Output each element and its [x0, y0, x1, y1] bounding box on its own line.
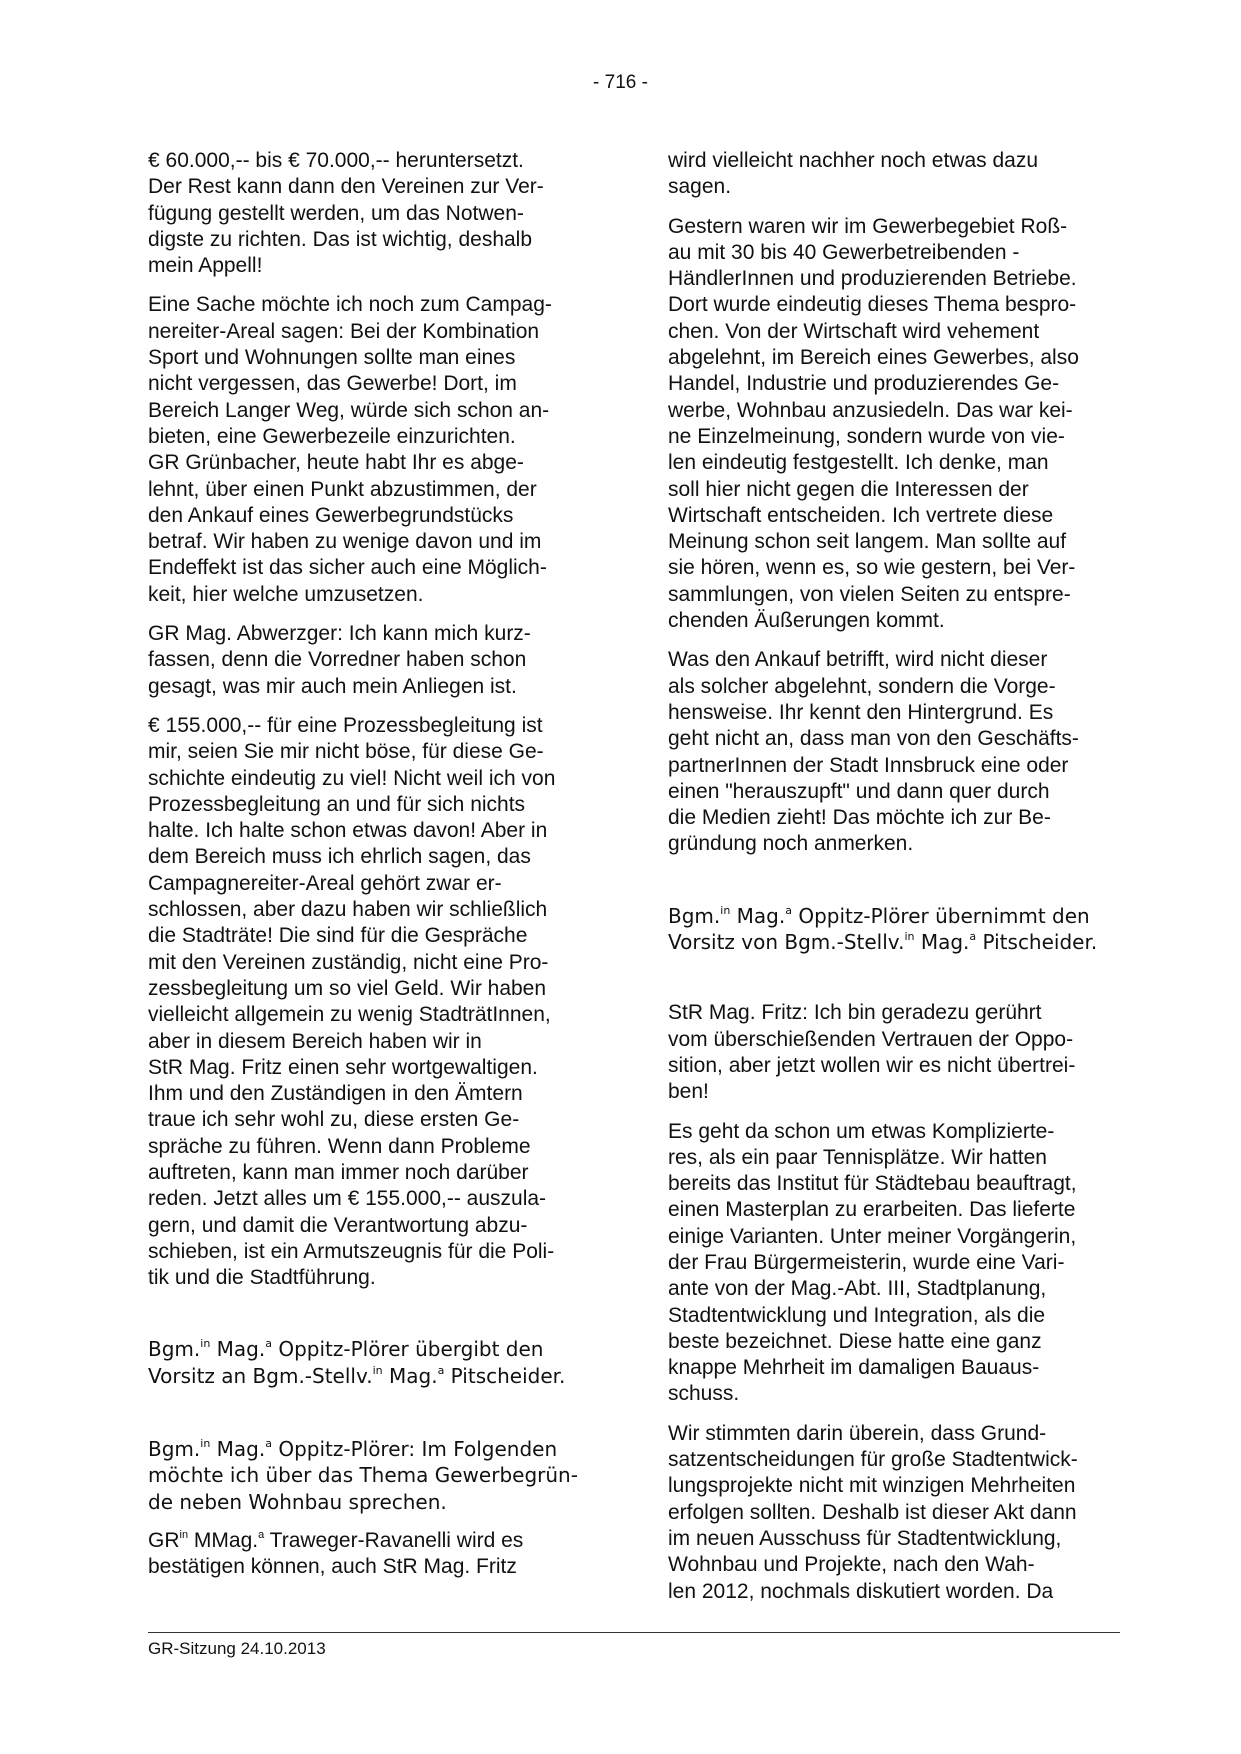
text-line: Sport und Wohnungen sollte man eines	[148, 346, 516, 370]
text-line: Prozessbegleitung an und für sich nichts	[148, 792, 526, 816]
text-line: mir, seien Sie mir nicht böse, für diese Ge-	[148, 740, 544, 764]
text-line: im neuen Ausschuss für Stadtentwicklung,	[668, 1526, 1062, 1550]
text-line: hensweise. Ihr kennt den Hintergrund. Es	[668, 700, 1054, 724]
text-line: einen Masterplan zu erarbeiten. Das lieferte	[668, 1198, 1076, 1222]
traweger-paragraph	[148, 1528, 600, 1581]
page-number: - 716 -	[593, 72, 648, 93]
left-para-3	[148, 621, 600, 700]
line: bestätigen können, auch StR Mag. Fritz	[148, 1555, 517, 1579]
superscript: in	[200, 1437, 211, 1451]
text-line: schichte eindeutig zu viel! Nicht weil ich von	[148, 766, 556, 790]
text-line: auftreten, kann man immer noch darüber	[148, 1160, 529, 1184]
text-line: Gestern waren wir im Gewerbegebiet Roß-	[668, 214, 1068, 238]
text-line: len 2012, nochmals diskutiert worden. Da	[668, 1579, 1054, 1603]
line	[148, 1336, 600, 1362]
text-line: chenden Äußerungen kommt.	[668, 609, 945, 633]
line	[148, 1436, 600, 1462]
text-line: schuss.	[668, 1382, 740, 1406]
text-line: zessbegleitung um so viel Geld. Wir haben	[148, 976, 547, 1000]
text-line: Dort wurde eindeutig dieses Thema bespro-	[668, 293, 1077, 317]
text-line: Der Rest kann dann den Vereinen zur Ver-	[148, 175, 544, 199]
text-line: ben!	[668, 1080, 709, 1104]
text-line: einige Varianten. Unter meiner Vorgängerin,	[668, 1224, 1077, 1248]
text-line: traue ich sehr wohl zu, diese ersten Ge-	[148, 1108, 520, 1132]
text-line: halte. Ich halte schon etwas davon! Aber in	[148, 819, 548, 843]
text-line: Bereich Langer Weg, würde sich schon an-	[148, 398, 550, 422]
text-line: € 60.000,-- bis € 70.000,-- heruntersetzt.	[148, 149, 524, 172]
text-line: aber in diesem Bereich haben wir in	[148, 1029, 482, 1053]
text-line: Campagnereiter-Areal gehört zwar er-	[148, 871, 502, 895]
right-para-2	[668, 214, 1120, 635]
right-paragraphs-top	[668, 148, 1120, 858]
superscript: a	[969, 930, 977, 944]
left-para-2	[148, 292, 600, 608]
text: Mag.	[914, 930, 970, 955]
line	[668, 903, 1120, 929]
text-line: vom überschießenden Vertrauen der Oppo-	[668, 1027, 1074, 1051]
text: Mag.	[210, 1437, 266, 1462]
superscript: a	[265, 1437, 272, 1451]
line	[148, 1528, 600, 1554]
text-line: reden. Jetzt alles um € 155.000,-- auszula-	[148, 1187, 547, 1211]
text-line: gern, und damit die Verantwortung abzu-	[148, 1213, 528, 1237]
text-line: fassen, denn die Vorredner haben schon	[148, 648, 527, 672]
superscript: in	[179, 1528, 189, 1541]
text-line: spräche zu führen. Wenn dann Probleme	[148, 1134, 531, 1158]
left-paragraphs	[148, 148, 600, 1291]
text-line: sammlungen, von vielen Seiten zu entspre-	[668, 582, 1071, 606]
mayor-speech-paragraph	[148, 1436, 600, 1515]
text-line: geht nicht an, dass man von den Geschäfts-	[668, 727, 1079, 751]
left-column	[148, 148, 600, 1594]
superscript: in	[720, 903, 731, 917]
text-line: beste bezeichnet. Diese hatte eine ganz	[668, 1329, 1042, 1353]
text-line: Handel, Industrie und produzierendes Ge-	[668, 372, 1060, 396]
right-para-5	[668, 1119, 1120, 1408]
text-line: len eindeutig festgestellt. Ich denke, man	[668, 451, 1049, 475]
text-line: au mit 30 bis 40 Gewerbetreibenden -	[668, 240, 1020, 264]
text-line: soll hier nicht gegen die Interessen der	[668, 477, 1029, 501]
text: Pitscheider.	[444, 1363, 566, 1388]
text: Vorsitz an Bgm.-Stellv.	[148, 1363, 373, 1388]
text-line: ne Einzelmeinung, sondern wurde von vie-	[668, 424, 1065, 448]
right-para-6	[668, 1421, 1120, 1605]
text-line: fügung gestellt werden, um das Notwen-	[148, 201, 524, 225]
text-line: partnerInnen der Stadt Innsbruck eine oder	[668, 753, 1069, 777]
text-line: Was den Ankauf betrifft, wird nicht dieser	[668, 648, 1048, 672]
text-line: € 155.000,-- für eine Prozessbegleitung ist	[148, 713, 543, 737]
text-line: digste zu richten. Das ist wichtig, deshalb	[148, 227, 533, 251]
line: möchte ich über das Thema Gewerbegrün-	[148, 1463, 578, 1488]
text-line: vielleicht allgemein zu wenig StadträtInnen,	[148, 1003, 551, 1027]
text-line: Ihm und den Zuständigen in den Ämtern	[148, 1082, 523, 1106]
superscript: a	[785, 903, 792, 917]
text-line: werbe, Wohnbau anzusiedeln. Das war kei-	[668, 398, 1073, 422]
left-para-1	[148, 148, 600, 279]
chair-handover-note	[148, 1336, 600, 1389]
text-line: StR Mag. Fritz: Ich bin geradezu gerührt	[668, 1001, 1042, 1025]
text-line: Eine Sache möchte ich noch zum Campag-	[148, 293, 552, 317]
text: MMag.	[188, 1528, 259, 1552]
text: Traweger-Ravanelli wird es	[264, 1528, 524, 1552]
text: Mag.	[210, 1337, 266, 1362]
text-line: lehnt, über einen Punkt abzustimmen, der	[148, 477, 537, 501]
text-line: keit, hier welche umzusetzen.	[148, 582, 424, 606]
left-para-4	[148, 713, 600, 1292]
text-line: betraf. Wir haben zu wenige davon und im	[148, 530, 542, 554]
line	[668, 929, 1120, 955]
right-paragraphs-bottom	[668, 1000, 1120, 1605]
text: Oppitz-Plörer übergibt den	[271, 1337, 544, 1362]
text-line: schlossen, aber dazu haben wir schließlich	[148, 898, 548, 922]
line: de neben Wohnbau sprechen.	[148, 1489, 447, 1514]
text-line: einen "herauszupft" und dann quer durch	[668, 779, 1050, 803]
text: Bgm.	[148, 1437, 201, 1462]
text-line: GR Grünbacher, heute habt Ihr es abge-	[148, 451, 524, 475]
text: GR	[148, 1528, 180, 1552]
text-line: Wir stimmten darin überein, dass Grund-	[668, 1421, 1047, 1445]
text-line: Stadtentwicklung und Integration, als die	[668, 1303, 1046, 1327]
text-line: gründung noch anmerken.	[668, 832, 914, 856]
right-para-1	[668, 148, 1120, 201]
text-line: chen. Von der Wirtschaft wird vehement	[668, 319, 1040, 343]
text-line: StR Mag. Fritz einen sehr wortgewaltigen.	[148, 1055, 538, 1079]
text-line: mit den Vereinen zuständig, nicht eine Pro-	[148, 950, 549, 974]
superscript: in	[372, 1363, 383, 1377]
footer-divider	[148, 1632, 1120, 1633]
text-line: ante von der Mag.-Abt. III, Stadtplanung,	[668, 1277, 1047, 1301]
text-line: nicht vergessen, das Gewerbe! Dort, im	[148, 372, 517, 396]
text-line: Wirtschaft entscheiden. Ich vertrete diese	[668, 503, 1054, 527]
text-line: dem Bereich muss ich ehrlich sagen, das	[148, 845, 531, 869]
text: Vorsitz von Bgm.-Stellv.	[668, 930, 905, 955]
text-line: schieben, ist ein Armutszeugnis für die Poli-	[148, 1239, 555, 1263]
text-line: abgelehnt, im Bereich eines Gewerbes, also	[668, 346, 1079, 370]
text: Bgm.	[668, 903, 721, 928]
text-line: Es geht da schon um etwas Komplizierte-	[668, 1119, 1055, 1143]
text: Oppitz-Plörer: Im Folgenden	[271, 1437, 558, 1462]
text-line: sition, aber jetzt wollen wir es nicht übertrei-	[668, 1053, 1076, 1077]
text-line: sie hören, wenn es, so wie gestern, bei Ver-	[668, 556, 1076, 580]
chair-takeover-note	[668, 903, 1120, 956]
text: Pitscheider.	[976, 930, 1098, 955]
text-line: Endeffekt ist das sicher auch eine Möglich-	[148, 556, 547, 580]
text-line: nereiter-Areal sagen: Bei der Kombination	[148, 319, 540, 343]
right-para-4	[668, 1000, 1120, 1105]
text-line: HändlerInnen und produzierenden Betriebe.	[668, 267, 1077, 291]
superscript: a	[437, 1363, 445, 1377]
right-para-3	[668, 647, 1120, 857]
text-line: als solcher abgelehnt, sondern die Vorge-	[668, 674, 1056, 698]
text-line: tik und die Stadtführung.	[148, 1266, 376, 1290]
superscript: in	[200, 1337, 211, 1351]
text-line: res, als ein paar Tennisplätze. Wir hatten	[668, 1145, 1047, 1169]
text-line: sagen.	[668, 175, 732, 199]
superscript: a	[265, 1337, 272, 1351]
footer-session-date: GR-Sitzung 24.10.2013	[148, 1639, 326, 1658]
text-line: erfolgen sollten. Deshalb ist dieser Akt dann	[668, 1500, 1077, 1524]
line	[148, 1363, 600, 1389]
text-line: satzentscheidungen für große Stadtentwick-	[668, 1448, 1078, 1472]
text: Mag.	[382, 1363, 438, 1388]
text: Oppitz-Plörer übernimmt den	[791, 903, 1090, 928]
text-line: Wohnbau und Projekte, nach den Wah-	[668, 1553, 1035, 1577]
text-line: die Medien zieht! Das möchte ich zur Be-	[668, 806, 1051, 830]
text-line: die Stadträte! Die sind für die Gespräche	[148, 924, 528, 948]
text: Bgm.	[148, 1337, 201, 1362]
superscript: a	[258, 1528, 265, 1541]
text-line: bieten, eine Gewerbezeile einzurichten.	[148, 424, 516, 448]
text-line: lungsprojekte nicht mit winzigen Mehrheiten	[668, 1474, 1076, 1498]
text-line: den Ankauf eines Gewerbegrundstücks	[148, 503, 514, 527]
text-line: wird vielleicht nachher noch etwas dazu	[668, 149, 1039, 172]
text-line: mein Appell!	[148, 254, 263, 278]
superscript: in	[904, 930, 915, 944]
text-line: Meinung schon seit langem. Man sollte auf	[668, 530, 1067, 554]
text: Mag.	[730, 903, 786, 928]
text-line: GR Mag. Abwerzger: Ich kann mich kurz-	[148, 622, 531, 646]
text-line: gesagt, was mir auch mein Anliegen ist.	[148, 674, 517, 698]
text-line: bereits das Institut für Städtebau beauftragt,	[668, 1172, 1077, 1196]
right-column	[668, 148, 1120, 1618]
text-line: der Frau Bürgermeisterin, wurde eine Vari-	[668, 1250, 1065, 1274]
text-line: knappe Mehrheit im damaligen Bauaus-	[668, 1356, 1040, 1380]
